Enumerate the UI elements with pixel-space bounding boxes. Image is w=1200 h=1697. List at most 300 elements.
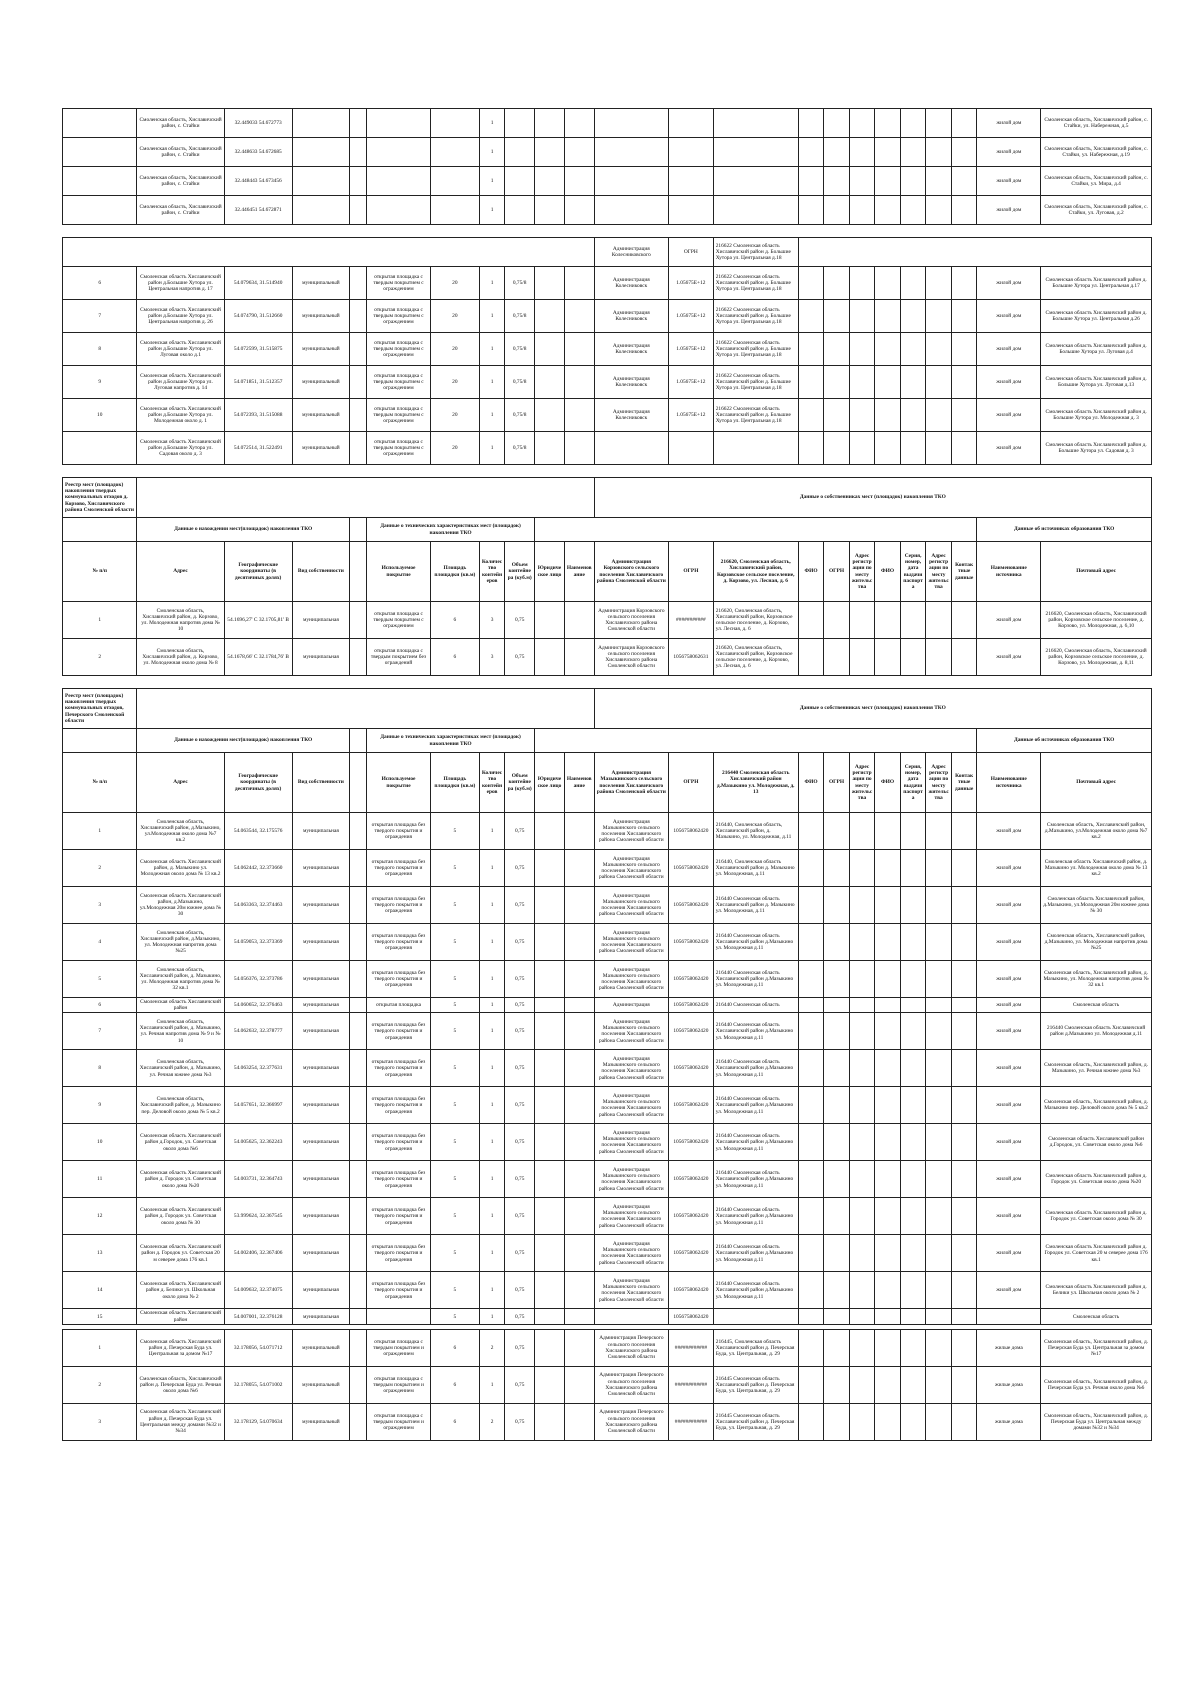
owner-name: Администрация Мазыкинского сельского поселения Хиславичского района Смоленской области <box>594 1013 668 1050</box>
empty-cell <box>926 924 952 961</box>
coordinates: 54.062442, 32.373660 <box>224 850 292 887</box>
col-ogrn-ip: ОГРН <box>824 542 850 602</box>
empty-cell <box>951 1124 977 1161</box>
owner-name: Администрация Корзовского сельского поселения Хиславичского района Смоленской области <box>594 639 668 676</box>
source-postal-address: Смоленская область, Хиславичский район, д.Мазыкино, ул.Молодежная около дома №7 кв.2 <box>1041 813 1152 850</box>
owner-ogrn: 1056758062420 <box>669 850 714 887</box>
ownership-type <box>292 167 349 196</box>
source-postal-address: Смоленская область, Хиславичский район, д. Мазыкино пер. Деловой около дома № 5 кв.2 <box>1041 1087 1152 1124</box>
empty-cell <box>951 333 977 366</box>
empty-cell <box>926 1013 952 1050</box>
empty-cell <box>926 850 952 887</box>
owner-ogrn: 1056758062420 <box>669 1050 714 1087</box>
ownership-type: муниципальная <box>292 1050 349 1087</box>
table-row <box>63 109 1152 138</box>
surface-type: открытая площадка с твердым покрытием с ограждением <box>367 366 431 399</box>
owner-fact-address: 216440 Смоленская область Хиславичский район д.Мазыкино ул. Молодежная д.11 <box>713 924 798 961</box>
empty-cell <box>535 1272 565 1309</box>
source-name: жилой дом <box>977 1198 1041 1235</box>
empty-cell <box>535 1366 565 1403</box>
empty-cell <box>824 267 850 300</box>
empty-cell <box>824 300 850 333</box>
coordinates: 54.072514, 31.522491 <box>224 432 292 465</box>
empty-cell <box>900 998 926 1013</box>
area-value: 20 <box>430 432 479 465</box>
empty-cell <box>875 1366 901 1403</box>
owner-fact-address: 216620, Смоленская область, Хиславичский район, Корзовское сельское поселение, д. Корзово, ул. Лесная, д. 6 <box>713 602 798 639</box>
empty-cell <box>63 167 137 196</box>
owner-name: Администрация Мазыкинского сельского поселения Хиславичского района Смоленской области <box>594 1198 668 1235</box>
col-contacts: Контактные данные <box>951 542 977 602</box>
owner-fact-address: 216440 Смоленская область Хиславичский район д.Мазыкино ул. Молодежная д.11 <box>713 1198 798 1235</box>
empty-cell <box>951 602 977 639</box>
ownership-type <box>292 109 349 138</box>
empty-cell <box>900 1050 926 1087</box>
empty-cell <box>926 267 952 300</box>
col-legal: Юридическое лицо <box>535 753 565 813</box>
empty-cell <box>900 639 926 676</box>
owner-name: Администрация Корзовского сельского поселения Хиславичского района Смоленской области <box>594 602 668 639</box>
owner-ogrn: 1056758062631 <box>669 639 714 676</box>
ownership-type: муниципальная <box>292 998 349 1013</box>
surface-type: открытая площадка без твердого покрытия и ограждения <box>367 924 431 961</box>
location-header: Данные о нахождении мест(площадок) накопления ТКО <box>137 518 350 542</box>
empty-cell <box>900 366 926 399</box>
empty-cell <box>951 961 977 998</box>
owner-ogrn: 1056758062420 <box>669 813 714 850</box>
empty-cell <box>535 196 565 225</box>
ownership-type: муниципальный <box>292 1366 349 1403</box>
location-address: Смоленская область Хиславичский район д. Печерская Буда ул. Центральная между домами №32 и №34 <box>137 1403 224 1440</box>
empty-cell <box>430 138 479 167</box>
empty-cell <box>594 138 668 167</box>
empty-cell <box>350 138 367 167</box>
container-volume: 0,75 <box>505 1050 535 1087</box>
empty-cell <box>535 813 565 850</box>
empty-cell <box>900 138 926 167</box>
empty-cell <box>63 196 137 225</box>
empty-cell <box>951 109 977 138</box>
ownership-type: муниципальная <box>292 1161 349 1198</box>
empty-cell <box>824 1272 850 1309</box>
registry-table-korzovo <box>62 477 1152 676</box>
owner-ogrn: 1056758062420 <box>669 924 714 961</box>
empty-cell <box>900 961 926 998</box>
ownership-type: муниципальный <box>292 333 349 366</box>
ownership-type <box>292 196 349 225</box>
row-number: 6 <box>63 267 137 300</box>
owner-fact-address: 216622 Смоленская область Хиславичский район д. Большие Хутора ул. Центральная д.18 <box>713 399 798 432</box>
empty-cell <box>849 1087 875 1124</box>
empty-cell <box>875 998 901 1013</box>
empty-cell <box>951 366 977 399</box>
empty-cell <box>430 196 479 225</box>
source-name: жилой дом <box>977 1161 1041 1198</box>
empty-cell <box>951 998 977 1013</box>
ownership-type: муниципальный <box>292 267 349 300</box>
empty-cell <box>849 1235 875 1272</box>
container-count: 1 <box>479 138 505 167</box>
source-postal-address: Смоленская область, Хиславичский район, с. Стайки, ул. Мира, д.4 <box>1041 167 1152 196</box>
container-volume: 0,75 <box>505 1309 535 1324</box>
empty-cell <box>535 1087 565 1124</box>
location-address: Смоленская область Хиславичский район д.Большие Хутора ул. Луговая около д.1 <box>137 333 224 366</box>
surface-type: открытая площадка с твердым покрытием без ограждений <box>367 639 431 676</box>
container-count: 1 <box>479 300 505 333</box>
source-postal-address: 216440 Смоленская область Хиславичский район д.Мазыкино ул. Молодежная д.11 <box>1041 1013 1152 1050</box>
empty-cell <box>535 300 565 333</box>
empty-cell <box>798 1161 824 1198</box>
empty-cell <box>350 1161 367 1198</box>
empty-cell <box>875 813 901 850</box>
empty-cell <box>849 366 875 399</box>
empty-cell <box>350 887 367 924</box>
owner-ogrn: 1056758062420 <box>669 1235 714 1272</box>
table-row <box>63 850 1152 887</box>
empty-cell <box>875 167 901 196</box>
source-postal-address: Смоленская область <box>1041 1309 1152 1324</box>
row-number: 1 <box>63 602 137 639</box>
table-row <box>63 1124 1152 1161</box>
table-row <box>63 432 1152 465</box>
empty-cell <box>350 1235 367 1272</box>
empty-cell <box>367 196 431 225</box>
empty-cell <box>875 924 901 961</box>
owner-ogrn: 1.05675E+12 <box>669 333 714 366</box>
empty-cell <box>951 850 977 887</box>
empty-cell <box>849 961 875 998</box>
owner-name: Администрация Колесниковск <box>594 333 668 366</box>
ownership-type: муниципальная <box>292 961 349 998</box>
empty-cell <box>367 167 431 196</box>
empty-cell <box>951 1329 977 1366</box>
container-volume: 0,75 <box>505 639 535 676</box>
source-name: жилой дом <box>977 813 1041 850</box>
empty-cell <box>63 138 137 167</box>
source-name: жилые дома <box>977 1366 1041 1403</box>
empty-cell <box>951 196 977 225</box>
empty-cell <box>713 138 798 167</box>
empty-cell <box>824 1124 850 1161</box>
container-volume: 0,75/8 <box>505 366 535 399</box>
area-value: 5 <box>430 1309 479 1324</box>
source-name: жилые дома <box>977 1329 1041 1366</box>
empty-cell <box>951 813 977 850</box>
container-volume: 0,75 <box>505 1161 535 1198</box>
location-address: Смоленская область Хиславичский район д.Большие Хутора ул. Центральная напротив д. 17 <box>137 267 224 300</box>
empty-cell <box>798 300 824 333</box>
col-n: № п/п <box>63 542 137 602</box>
table-row <box>63 1309 1152 1324</box>
col-ogrn-ip: ОГРН <box>824 753 850 813</box>
empty-cell <box>798 1087 824 1124</box>
empty-cell <box>350 961 367 998</box>
empty-cell <box>926 432 952 465</box>
owner-name <box>594 432 668 465</box>
empty-cell <box>900 267 926 300</box>
table-row <box>63 1013 1152 1050</box>
col-reg-address: Адрес регистрации по месту жительства <box>849 753 875 813</box>
container-volume: 0,75 <box>505 1198 535 1235</box>
empty-cell <box>824 887 850 924</box>
empty-cell <box>350 924 367 961</box>
coordinates: 54.002406, 32.367406 <box>224 1235 292 1272</box>
table-row <box>63 887 1152 924</box>
empty-cell <box>535 887 565 924</box>
empty-cell <box>824 1050 850 1087</box>
empty-cell <box>900 602 926 639</box>
ownership-type: муниципальная <box>292 1198 349 1235</box>
empty-cell <box>824 1198 850 1235</box>
col-reg-phys: Адрес регистрации по месту жительства <box>926 542 952 602</box>
surface-type: открытая площадка без твердого покрытия и ограждения <box>367 961 431 998</box>
source-name: жилой дом <box>977 1013 1041 1050</box>
col-type: Вид собственности <box>292 753 349 813</box>
area-value: 20 <box>430 366 479 399</box>
empty-cell <box>875 109 901 138</box>
container-volume: 0,75 <box>505 850 535 887</box>
area-value: 5 <box>430 961 479 998</box>
container-count: 1 <box>479 998 505 1013</box>
empty-cell <box>430 109 479 138</box>
empty-cell <box>824 924 850 961</box>
container-count: 1 <box>479 813 505 850</box>
table-row <box>63 1403 1152 1440</box>
empty-cell <box>875 850 901 887</box>
empty-cell <box>350 602 367 639</box>
empty-cell <box>849 1366 875 1403</box>
empty-cell <box>713 167 798 196</box>
table-row <box>63 1329 1152 1366</box>
empty-cell <box>849 1013 875 1050</box>
empty-cell <box>926 1309 952 1324</box>
container-volume: 0,75 <box>505 887 535 924</box>
area-value: 5 <box>430 1272 479 1309</box>
empty-cell <box>849 167 875 196</box>
location-address: Смоленская область, Хиславичский район, с. Стайки <box>137 196 224 225</box>
source-name: жилой дом <box>977 109 1041 138</box>
empty-cell <box>798 267 824 300</box>
row-number: 1 <box>63 1329 137 1366</box>
owner-name: Администрация Мазыкинского сельского поселения Хиславичского района Смоленской области <box>594 850 668 887</box>
row-number: 6 <box>63 998 137 1013</box>
empty-cell <box>350 366 367 399</box>
area-value: 6 <box>430 1403 479 1440</box>
empty-cell <box>951 1050 977 1087</box>
owner-fact-address: 216440 Смоленская область Хиславичский район д.Мазыкино ул. Молодежная д.11 <box>713 1235 798 1272</box>
container-volume: 0,75 <box>505 1272 535 1309</box>
empty-cell <box>900 1366 926 1403</box>
empty-cell <box>798 399 824 432</box>
owner-ogrn: 1.05675E+12 <box>669 399 714 432</box>
source-name: жилой дом <box>977 998 1041 1013</box>
coordinates: 32.448443 54.673456 <box>224 167 292 196</box>
owner-fact-address: 216440 Смоленская область Хиславичский район д.Мазыкино ул. Молодежная д.11 <box>713 1050 798 1087</box>
empty-cell <box>951 167 977 196</box>
empty-cell <box>926 333 952 366</box>
ownership-type: муниципальная <box>292 887 349 924</box>
col-ogrn: ОГРН <box>669 753 714 813</box>
location-address: Смоленская область Хиславичский район д.Большие Хутора ул. Луговая напротив д. 14 <box>137 366 224 399</box>
container-count: 1 <box>479 850 505 887</box>
ownership-type: муниципальная <box>292 813 349 850</box>
empty-cell <box>900 196 926 225</box>
empty-cell <box>824 1366 850 1403</box>
empty-cell <box>900 1309 926 1324</box>
empty-cell <box>875 639 901 676</box>
row-number: 8 <box>63 333 137 366</box>
empty-cell <box>951 1013 977 1050</box>
empty-cell <box>875 1198 901 1235</box>
empty-cell <box>849 998 875 1013</box>
empty-cell <box>350 850 367 887</box>
location-address: Смоленская область Хиславичский район д. Городок ул. Советская 20 м северее дома 176 кв.1 <box>137 1235 224 1272</box>
owner-ogrn: 1056758062420 <box>669 1087 714 1124</box>
col-name-short: Наименование <box>564 542 594 602</box>
section-title: Реестр мест (площадок) накопления твердых коммунальных отходов д. Корзово, Хиславичского района Смоленской области <box>63 478 137 518</box>
empty-cell <box>824 639 850 676</box>
container-volume: 0,75/8 <box>505 432 535 465</box>
empty-cell <box>798 887 824 924</box>
empty-cell <box>926 196 952 225</box>
empty-cell <box>798 924 824 961</box>
owner-fact-address: 216622 Смоленская область Хиславичский район д. Большие Хутора ул. Центральная д.18 <box>713 300 798 333</box>
row-number: 12 <box>63 1198 137 1235</box>
empty-cell <box>564 196 594 225</box>
empty-cell <box>875 1050 901 1087</box>
owner-header: Данные о собственниках мест (площадок) накопления ТКО <box>594 478 1151 518</box>
container-count: 1 <box>479 1087 505 1124</box>
owner-name: Администрация Колесниковск <box>594 300 668 333</box>
container-count: 1 <box>479 1366 505 1403</box>
source-name: жилой дом <box>977 167 1041 196</box>
empty-cell <box>926 1198 952 1235</box>
empty-cell <box>951 639 977 676</box>
row-number: 14 <box>63 1272 137 1309</box>
empty-cell <box>900 167 926 196</box>
empty-cell <box>564 850 594 887</box>
table-row <box>63 1272 1152 1309</box>
empty-cell <box>824 1403 850 1440</box>
empty-cell <box>951 399 977 432</box>
location-address: Смоленская область, Хиславичский район, д. Мазыкино, ул. Молодежная напротив дома № 32 кв.1 <box>137 961 224 998</box>
empty-cell <box>926 1329 952 1366</box>
ownership-type: муниципальный <box>292 399 349 432</box>
source-postal-address: Смоленская область Хиславичский район д. Городок ул. Советская около дома №20 <box>1041 1161 1152 1198</box>
col-type: Вид собственности <box>292 542 349 602</box>
col-fact-address: 216440 Смоленская область Хиславичский район д.Мазыкино ул. Молодежная, д. 13 <box>713 753 798 813</box>
owner-fact-address: 216445, Смоленская область Хиславичский район д. Печерская Буда, ул. Центральная, д. 29 <box>713 1329 798 1366</box>
location-address: Смоленская область, Хиславичский район, д.Мазыкино, ул.Молодежная около дома №7 кв.2 <box>137 813 224 850</box>
source-postal-address: Смоленская область Хиславичский район д. Большие Хутора ул. Луговая д.13 <box>1041 366 1152 399</box>
empty-cell <box>594 167 668 196</box>
surface-type: открытая площадка с твердым покрытием и ограждением <box>367 1366 431 1403</box>
area-value: 5 <box>430 1161 479 1198</box>
location-address: Смоленская область Хиславичский район д. Белики ул. Школьная около дома № 2 <box>137 1272 224 1309</box>
owner-ogrn: 1056758062420 <box>669 1013 714 1050</box>
empty-cell <box>535 1013 565 1050</box>
source-name: жилые дома <box>977 1403 1041 1440</box>
source-name: жилой дом <box>977 1050 1041 1087</box>
ownership-type: муниципальный <box>292 1403 349 1440</box>
empty-cell <box>535 399 565 432</box>
empty-cell <box>875 602 901 639</box>
empty-cell <box>350 639 367 676</box>
ownership-type: муниципальная <box>292 1013 349 1050</box>
owner-name: Администрация Мазыкинского сельского поселения Хиславичского района Смоленской области <box>594 813 668 850</box>
area-value: 5 <box>430 850 479 887</box>
surface-type: открытая площадка с твердым покрытием и ограждением <box>367 1403 431 1440</box>
empty-cell <box>798 196 824 225</box>
ownership-type: муниципальная <box>292 602 349 639</box>
row-number: 4 <box>63 924 137 961</box>
surface-type: открытая площадка с твердым покрытием с ограждением <box>367 333 431 366</box>
empty-cell <box>367 138 431 167</box>
empty-cell <box>900 1403 926 1440</box>
empty-cell <box>926 1366 952 1403</box>
owner-ogrn: 1.05675E+12 <box>669 366 714 399</box>
empty-cell <box>875 333 901 366</box>
row-number: 1 <box>63 813 137 850</box>
empty-cell <box>350 267 367 300</box>
empty-cell <box>849 267 875 300</box>
coordinates: 54.072599, 31.515875 <box>224 333 292 366</box>
owner-ogrn <box>669 432 714 465</box>
empty-cell <box>535 1124 565 1161</box>
empty-cell <box>875 1309 901 1324</box>
empty-cell <box>926 1087 952 1124</box>
area-value: 5 <box>430 1087 479 1124</box>
area-value: 5 <box>430 887 479 924</box>
container-count: 1 <box>479 267 505 300</box>
empty-cell <box>535 1161 565 1198</box>
source-name: жилой дом <box>977 1124 1041 1161</box>
empty-cell <box>535 267 565 300</box>
owner-ogrn: 1056758062420 <box>669 1272 714 1309</box>
container-count: 1 <box>479 333 505 366</box>
container-count: 3 <box>479 602 505 639</box>
empty-cell <box>875 1124 901 1161</box>
container-volume: 0,75 <box>505 1124 535 1161</box>
source-postal-address: Смоленская область Хиславичский район д. Большие Хутора ул. Луговая д.4 <box>1041 333 1152 366</box>
owner-ogrn: 1.05675E+12 <box>669 300 714 333</box>
empty-cell <box>849 1309 875 1324</box>
empty-cell <box>564 267 594 300</box>
owner-ogrn: 1056758062420 <box>669 1161 714 1198</box>
source-postal-address: Смоленская область Хиславичский район д. Городок ул. Советская 20 м северее дома 176 кв.1 <box>1041 1235 1152 1272</box>
location-address: Смоленская область, Хиславичский район, д. Корзово, ул. Молодежная около дома № 8 <box>137 639 224 676</box>
source-name: жилой дом <box>977 1087 1041 1124</box>
coordinates: 32.178056, 54.071712 <box>224 1329 292 1366</box>
source-header: Данные об источниках образования ТКО <box>977 518 1152 542</box>
empty-cell <box>535 602 565 639</box>
location-address: Смоленская область Хиславичский район <box>137 998 224 1013</box>
col-passport: Серия, номер, дата выдачи паспорта <box>900 542 926 602</box>
ownership-type: муниципальный <box>292 366 349 399</box>
empty-cell <box>505 109 535 138</box>
empty-cell <box>798 1050 824 1087</box>
source-postal-address: Смоленская область, Хиславичский район, с. Стайки, ул. Луговая, д.2 <box>1041 196 1152 225</box>
source-postal-address: Смоленская область, Хиславичский район, д.Мазыкино, ул. Молодежная напротив дома №25 <box>1041 924 1152 961</box>
empty-cell <box>926 399 952 432</box>
source-name: жилой дом <box>977 1272 1041 1309</box>
tech-header: Данные о технических характеристиках мест (площадок) накопления ТКО <box>367 518 535 542</box>
empty-cell <box>798 639 824 676</box>
empty-cell <box>564 432 594 465</box>
col-fio-phys: ФИО <box>875 542 901 602</box>
source-name: жилой дом <box>977 399 1041 432</box>
container-count: 1 <box>479 1198 505 1235</box>
